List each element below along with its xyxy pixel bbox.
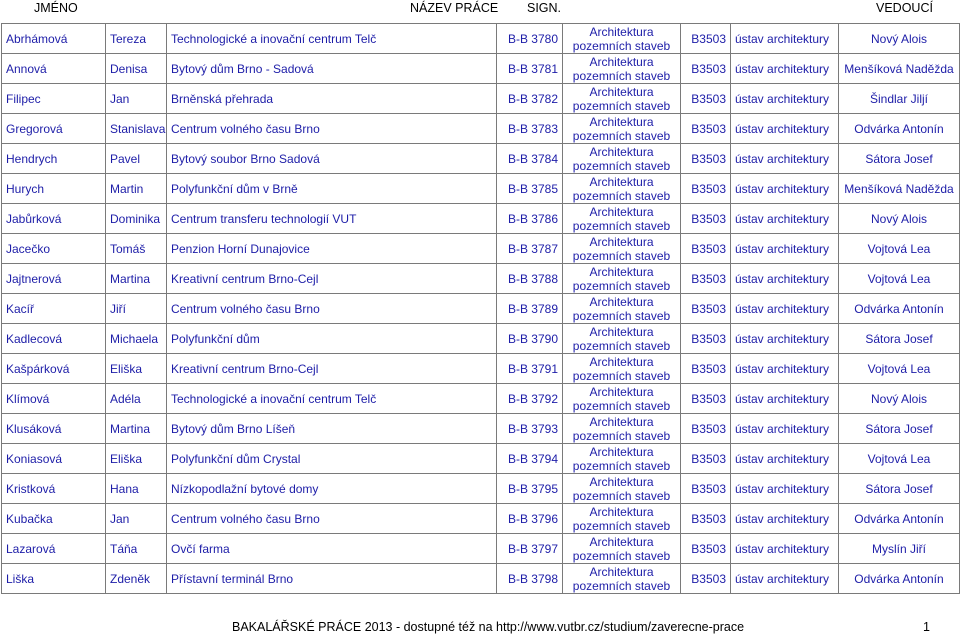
institute-name: ústav architektury <box>731 24 839 54</box>
program-line-1: Architektura <box>589 444 654 459</box>
student-surname: Abrhámová <box>2 24 106 54</box>
institute-name: ústav architektury <box>731 264 839 294</box>
thesis-title: Bytový dům Brno Líšeň <box>167 414 497 444</box>
page-number: 1 <box>923 620 930 634</box>
table-row <box>2 324 960 354</box>
supervisor-name: Odvárka Antonín <box>839 114 960 144</box>
institute-name: ústav architektury <box>731 84 839 114</box>
branch-code: B3503 <box>681 84 731 114</box>
table-row <box>2 474 960 504</box>
student-surname: Jacečko <box>2 234 106 264</box>
program-line-2: pozemních staveb <box>572 278 671 293</box>
thesis-title: Kreativní centrum Brno-Cejl <box>167 354 497 384</box>
table-row <box>2 114 960 144</box>
table-row <box>2 294 960 324</box>
program-line-2: pozemních staveb <box>572 158 671 173</box>
program-line-1: Architektura <box>589 144 654 159</box>
study-program <box>563 234 681 264</box>
institute-name: ústav architektury <box>731 384 839 414</box>
institute-name: ústav architektury <box>731 294 839 324</box>
program-line-1: Architektura <box>589 264 654 279</box>
thesis-code: B-B 3797 <box>497 534 563 564</box>
student-firstname: Jan <box>106 504 167 534</box>
study-program <box>563 204 681 234</box>
program-line-2: pozemních staveb <box>572 458 671 473</box>
program-line-1: Architektura <box>589 354 654 369</box>
table-row <box>2 234 960 264</box>
branch-code: B3503 <box>681 174 731 204</box>
program-line-1: Architektura <box>589 324 654 339</box>
branch-code: B3503 <box>681 474 731 504</box>
program-line-2: pozemních staveb <box>572 188 671 203</box>
thesis-title: Nízkopodlažní bytové domy <box>167 474 497 504</box>
table-row <box>2 564 960 594</box>
program-line-1: Architektura <box>589 384 654 399</box>
branch-code: B3503 <box>681 324 731 354</box>
program-line-1: Architektura <box>589 84 654 99</box>
thesis-code: B-B 3790 <box>497 324 563 354</box>
study-program <box>563 144 681 174</box>
supervisor-name: Odvárka Antonín <box>839 564 960 594</box>
program-line-1: Architektura <box>589 174 654 189</box>
student-surname: Kristková <box>2 474 106 504</box>
theses-table <box>1 23 960 594</box>
institute-name: ústav architektury <box>731 324 839 354</box>
study-program <box>563 474 681 504</box>
institute-name: ústav architektury <box>731 114 839 144</box>
program-line-2: pozemních staveb <box>572 518 671 533</box>
study-program <box>563 354 681 384</box>
institute-name: ústav architektury <box>731 414 839 444</box>
thesis-code: B-B 3792 <box>497 384 563 414</box>
study-program <box>563 444 681 474</box>
branch-code: B3503 <box>681 534 731 564</box>
thesis-title: Technologické a inovační centrum Telč <box>167 384 497 414</box>
study-program <box>563 24 681 54</box>
study-program <box>563 564 681 594</box>
thesis-code: B-B 3787 <box>497 234 563 264</box>
program-line-2: pozemních staveb <box>572 38 671 53</box>
study-program <box>563 384 681 414</box>
student-firstname: Michaela <box>106 324 167 354</box>
program-line-1: Architektura <box>589 534 654 549</box>
branch-code: B3503 <box>681 24 731 54</box>
program-line-2: pozemních staveb <box>572 308 671 323</box>
thesis-title: Přístavní terminál Brno <box>167 564 497 594</box>
header-title: NÁZEV PRÁCE <box>410 1 499 15</box>
branch-code: B3503 <box>681 354 731 384</box>
branch-code: B3503 <box>681 414 731 444</box>
supervisor-name: Myslín Jiří <box>839 534 960 564</box>
supervisor-name: Vojtová Lea <box>839 444 960 474</box>
student-surname: Gregorová <box>2 114 106 144</box>
program-line-2: pozemních staveb <box>572 548 671 563</box>
table-row <box>2 54 960 84</box>
student-surname: Hurych <box>2 174 106 204</box>
supervisor-name: Menšíková Naděžda <box>839 174 960 204</box>
header-sign: SIGN. <box>527 1 562 15</box>
header-name: JMÉNO <box>34 1 78 15</box>
supervisor-name: Šindlar Jiljí <box>839 84 960 114</box>
study-program <box>563 114 681 144</box>
institute-name: ústav architektury <box>731 204 839 234</box>
program-line-1: Architektura <box>589 204 654 219</box>
institute-name: ústav architektury <box>731 54 839 84</box>
student-surname: Kašpárková <box>2 354 106 384</box>
branch-code: B3503 <box>681 204 731 234</box>
institute-name: ústav architektury <box>731 444 839 474</box>
supervisor-name: Odvárka Antonín <box>839 294 960 324</box>
student-firstname: Denisa <box>106 54 167 84</box>
program-line-2: pozemních staveb <box>572 368 671 383</box>
table-row <box>2 174 960 204</box>
student-surname: Jajtnerová <box>2 264 106 294</box>
branch-code: B3503 <box>681 54 731 84</box>
program-line-2: pozemních staveb <box>572 68 671 83</box>
program-line-2: pozemních staveb <box>572 428 671 443</box>
thesis-code: B-B 3782 <box>497 84 563 114</box>
student-firstname: Tereza <box>106 24 167 54</box>
supervisor-name: Sátora Josef <box>839 324 960 354</box>
student-firstname: Martina <box>106 264 167 294</box>
program-line-2: pozemních staveb <box>572 218 671 233</box>
branch-code: B3503 <box>681 234 731 264</box>
study-program <box>563 504 681 534</box>
branch-code: B3503 <box>681 444 731 474</box>
program-line-1: Architektura <box>589 114 654 129</box>
program-line-1: Architektura <box>589 24 654 39</box>
branch-code: B3503 <box>681 384 731 414</box>
supervisor-name: Vojtová Lea <box>839 234 960 264</box>
student-firstname: Zdeněk <box>106 564 167 594</box>
student-surname: Liška <box>2 564 106 594</box>
study-program <box>563 324 681 354</box>
thesis-title: Kreativní centrum Brno-Cejl <box>167 264 497 294</box>
study-program <box>563 294 681 324</box>
supervisor-name: Nový Alois <box>839 384 960 414</box>
institute-name: ústav architektury <box>731 144 839 174</box>
student-surname: Hendrych <box>2 144 106 174</box>
student-firstname: Dominika <box>106 204 167 234</box>
institute-name: ústav architektury <box>731 234 839 264</box>
student-surname: Klímová <box>2 384 106 414</box>
footer-text: BAKALÁŘSKÉ PRÁCE 2013 - dostupné též na http://www.vutbr.cz/studium/zaverecne-prace <box>232 620 745 634</box>
program-line-1: Architektura <box>589 54 654 69</box>
study-program <box>563 174 681 204</box>
study-program <box>563 264 681 294</box>
student-surname: Jabůrková <box>2 204 106 234</box>
institute-name: ústav architektury <box>731 174 839 204</box>
thesis-title: Penzion Horní Dunajovice <box>167 234 497 264</box>
thesis-code: B-B 3793 <box>497 414 563 444</box>
branch-code: B3503 <box>681 264 731 294</box>
student-surname: Kacíř <box>2 294 106 324</box>
column-header-bar <box>0 0 960 18</box>
student-surname: Kadlecová <box>2 324 106 354</box>
table-row <box>2 264 960 294</box>
table-row <box>2 204 960 234</box>
program-line-2: pozemních staveb <box>572 248 671 263</box>
student-surname: Annová <box>2 54 106 84</box>
student-firstname: Adéla <box>106 384 167 414</box>
program-line-1: Architektura <box>589 234 654 249</box>
table-row <box>2 504 960 534</box>
thesis-code: B-B 3781 <box>497 54 563 84</box>
student-firstname: Hana <box>106 474 167 504</box>
supervisor-name: Vojtová Lea <box>839 354 960 384</box>
student-surname: Kubačka <box>2 504 106 534</box>
thesis-code: B-B 3798 <box>497 564 563 594</box>
thesis-code: B-B 3784 <box>497 144 563 174</box>
program-line-2: pozemních staveb <box>572 128 671 143</box>
thesis-title: Technologické a inovační centrum Telč <box>167 24 497 54</box>
table-row <box>2 444 960 474</box>
table-row <box>2 24 960 54</box>
branch-code: B3503 <box>681 504 731 534</box>
thesis-title: Centrum volného času Brno <box>167 504 497 534</box>
student-firstname: Martina <box>106 414 167 444</box>
thesis-title: Bytový dům Brno - Sadová <box>167 54 497 84</box>
branch-code: B3503 <box>681 564 731 594</box>
program-line-1: Architektura <box>589 564 654 579</box>
institute-name: ústav architektury <box>731 564 839 594</box>
table-row <box>2 84 960 114</box>
thesis-code: B-B 3796 <box>497 504 563 534</box>
student-firstname: Stanislava <box>106 114 167 144</box>
thesis-title: Polyfunkční dům v Brně <box>167 174 497 204</box>
supervisor-name: Menšíková Naděžda <box>839 54 960 84</box>
thesis-code: B-B 3786 <box>497 204 563 234</box>
student-firstname: Martin <box>106 174 167 204</box>
table-row <box>2 384 960 414</box>
program-line-2: pozemních staveb <box>572 578 671 593</box>
thesis-title: Bytový soubor Brno Sadová <box>167 144 497 174</box>
thesis-title: Centrum volného času Brno <box>167 114 497 144</box>
student-firstname: Táňa <box>106 534 167 564</box>
institute-name: ústav architektury <box>731 534 839 564</box>
supervisor-name: Nový Alois <box>839 204 960 234</box>
study-program <box>563 534 681 564</box>
program-line-1: Architektura <box>589 504 654 519</box>
table-row <box>2 354 960 384</box>
student-firstname: Jan <box>106 84 167 114</box>
thesis-code: B-B 3788 <box>497 264 563 294</box>
branch-code: B3503 <box>681 114 731 144</box>
supervisor-name: Nový Alois <box>839 24 960 54</box>
thesis-code: B-B 3785 <box>497 174 563 204</box>
program-line-2: pozemních staveb <box>572 98 671 113</box>
program-line-2: pozemních staveb <box>572 338 671 353</box>
table-row <box>2 144 960 174</box>
supervisor-name: Sátora Josef <box>839 474 960 504</box>
program-line-1: Architektura <box>589 474 654 489</box>
student-firstname: Eliška <box>106 354 167 384</box>
branch-code: B3503 <box>681 294 731 324</box>
supervisor-name: Vojtová Lea <box>839 264 960 294</box>
institute-name: ústav architektury <box>731 504 839 534</box>
thesis-code: B-B 3789 <box>497 294 563 324</box>
student-firstname: Tomáš <box>106 234 167 264</box>
thesis-code: B-B 3794 <box>497 444 563 474</box>
thesis-code: B-B 3783 <box>497 114 563 144</box>
table-row <box>2 534 960 564</box>
study-program <box>563 54 681 84</box>
supervisor-name: Sátora Josef <box>839 144 960 174</box>
student-surname: Lazarová <box>2 534 106 564</box>
program-line-1: Architektura <box>589 414 654 429</box>
header-supervisor: VEDOUCÍ <box>876 1 933 15</box>
program-line-2: pozemních staveb <box>572 398 671 413</box>
thesis-title: Polyfunkční dům Crystal <box>167 444 497 474</box>
branch-code: B3503 <box>681 144 731 174</box>
thesis-title: Brněnská přehrada <box>167 84 497 114</box>
study-program <box>563 414 681 444</box>
thesis-code: B-B 3791 <box>497 354 563 384</box>
study-program <box>563 84 681 114</box>
table-row <box>2 414 960 444</box>
institute-name: ústav architektury <box>731 474 839 504</box>
student-firstname: Jiří <box>106 294 167 324</box>
program-line-1: Architektura <box>589 294 654 309</box>
thesis-title: Centrum transferu technologií VUT <box>167 204 497 234</box>
student-surname: Klusáková <box>2 414 106 444</box>
thesis-code: B-B 3795 <box>497 474 563 504</box>
student-firstname: Eliška <box>106 444 167 474</box>
student-surname: Filipec <box>2 84 106 114</box>
supervisor-name: Sátora Josef <box>839 414 960 444</box>
program-line-2: pozemních staveb <box>572 488 671 503</box>
institute-name: ústav architektury <box>731 354 839 384</box>
thesis-title: Ovčí farma <box>167 534 497 564</box>
page-footer <box>0 620 960 638</box>
thesis-code: B-B 3780 <box>497 24 563 54</box>
student-firstname: Pavel <box>106 144 167 174</box>
supervisor-name: Odvárka Antonín <box>839 504 960 534</box>
student-surname: Koniasová <box>2 444 106 474</box>
thesis-title: Polyfunkční dům <box>167 324 497 354</box>
thesis-title: Centrum volného času Brno <box>167 294 497 324</box>
